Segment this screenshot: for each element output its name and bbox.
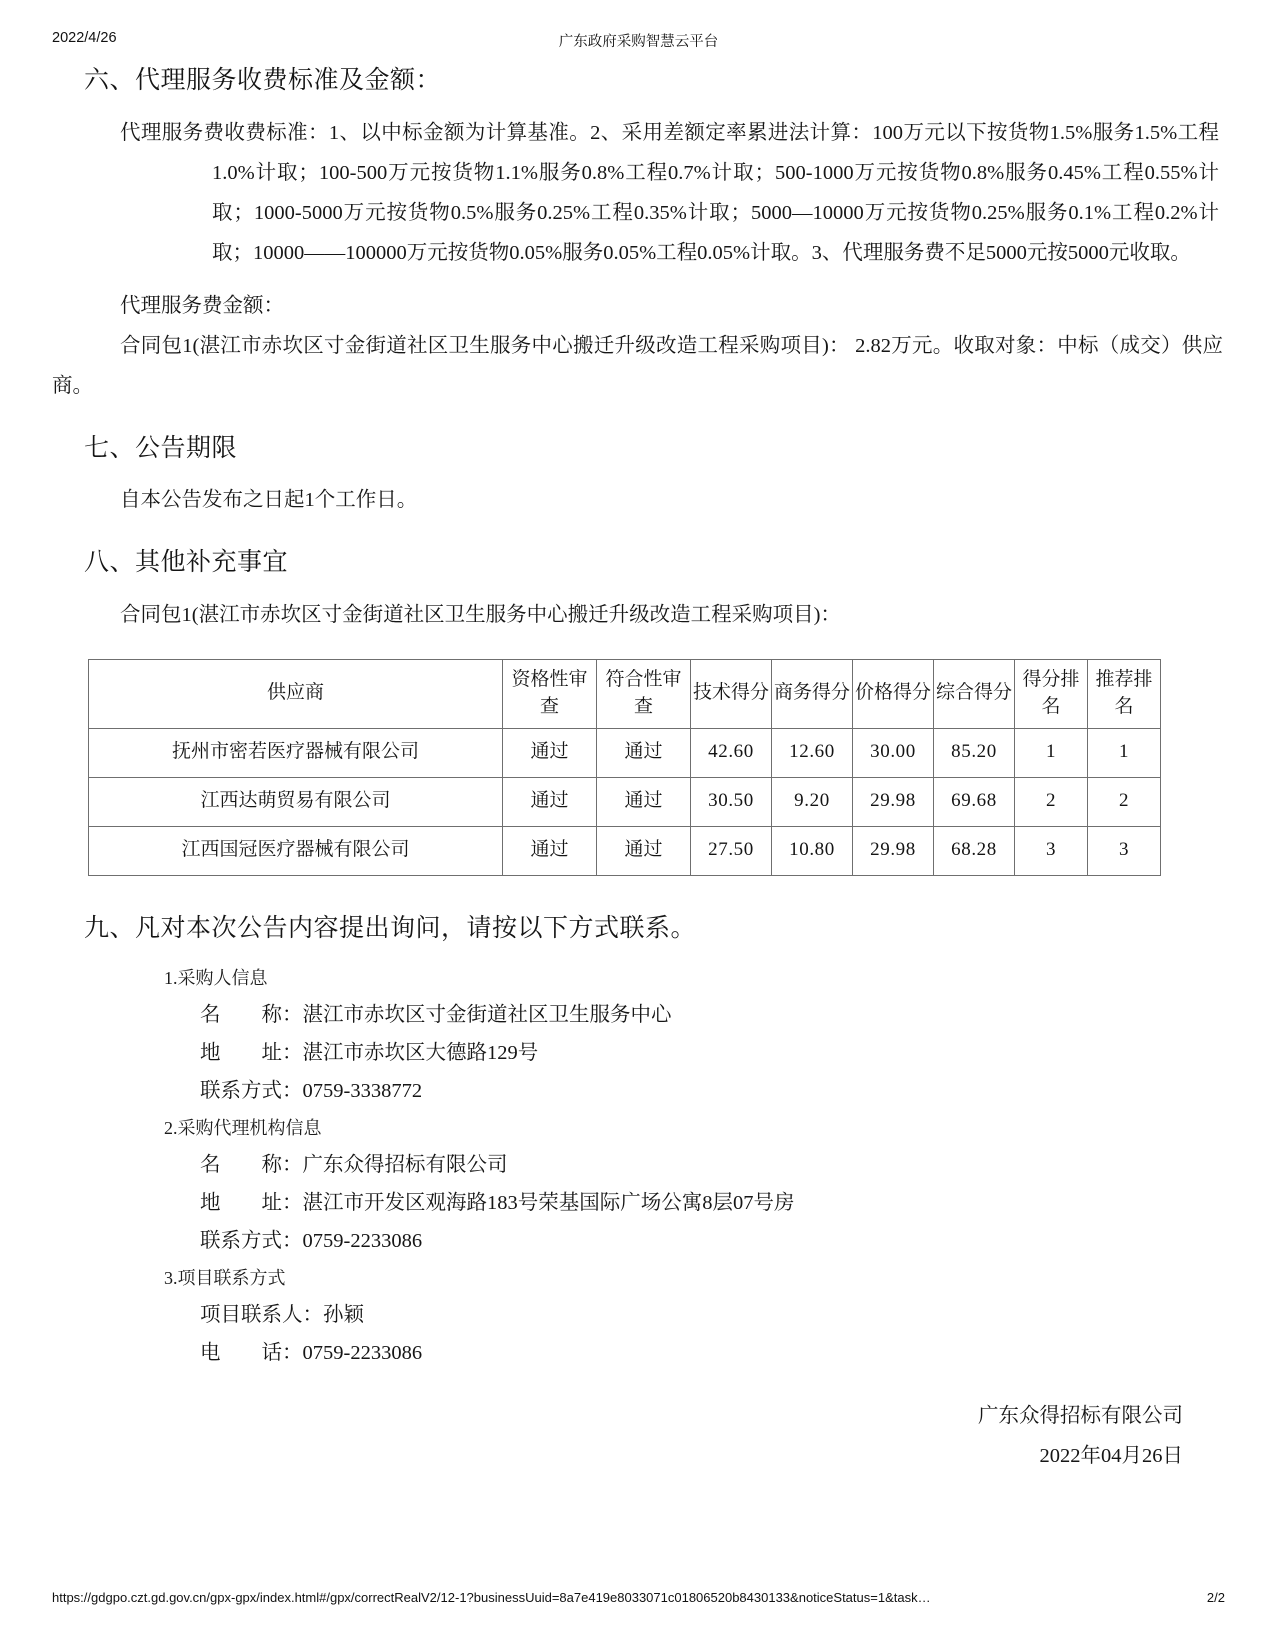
print-header [0, 30, 1277, 50]
th-total-score: 综合得分 [934, 659, 1015, 728]
project-contact-person-value: 孙颖 [323, 1304, 364, 1326]
purchaser-name-label: 名 称： [200, 1004, 303, 1026]
contact-group-title-project: 3.项目联系方式 [164, 1268, 286, 1288]
cell-price: 29.98 [853, 826, 934, 875]
section-heading-eight: 八、其他补充事宜 [84, 549, 289, 576]
signature-date: 2022年04月26日 [1039, 1445, 1183, 1467]
cell-qualification: 通过 [503, 826, 597, 875]
cell-business: 10.80 [772, 826, 853, 875]
project-contact-person-row [52, 1296, 1225, 1334]
agency-fee-amount-detail: 合同包1(湛江市赤坎区寸金街道社区卫生服务中心搬迁升级改造工程采购项目)： 2.82万元。收取对象：中标（成交）供应商。 [52, 334, 1223, 397]
purchaser-phone-value: 0759-3338772 [302, 1080, 423, 1102]
print-footer-page-number: 2/2 [1206, 1590, 1225, 1605]
signature-organization: 广东众得招标有限公司 [978, 1405, 1183, 1427]
agency-phone-label: 联系方式： [200, 1230, 303, 1252]
cell-recommend-rank: 1 [1088, 728, 1161, 777]
purchaser-address-row [52, 1034, 1225, 1072]
cell-total: 69.68 [934, 777, 1015, 826]
agency-address-row [52, 1184, 1225, 1222]
table-header-row [89, 659, 1161, 728]
th-technical-score: 技术得分 [691, 659, 772, 728]
scoring-table-body [89, 728, 1161, 875]
cell-technical: 27.50 [691, 826, 772, 875]
cell-business: 12.60 [772, 728, 853, 777]
table-row [89, 826, 1161, 875]
scoring-table-head [89, 659, 1161, 728]
supplier-scoring-table [88, 659, 1161, 876]
agency-name-row [52, 1146, 1225, 1184]
purchaser-phone-label: 联系方式： [200, 1080, 303, 1102]
cell-total: 85.20 [934, 728, 1015, 777]
document-body [52, 62, 1225, 1476]
th-recommend-rank: 推荐排名 [1088, 659, 1161, 728]
agency-name-value: 广东众得招标有限公司 [302, 1154, 508, 1176]
agency-phone-value: 0759-2233086 [302, 1230, 423, 1252]
purchaser-name-row [52, 996, 1225, 1034]
cell-recommend-rank: 2 [1088, 777, 1161, 826]
cell-qualification: 通过 [503, 777, 597, 826]
cell-technical: 30.50 [691, 777, 772, 826]
purchaser-phone-row [52, 1072, 1225, 1110]
print-header-date: 2022/4/26 [52, 30, 117, 46]
agency-phone-row [52, 1222, 1225, 1260]
cell-total: 68.28 [934, 826, 1015, 875]
project-contact-phone-label: 电 话： [200, 1342, 303, 1364]
cell-supplier: 江西达萌贸易有限公司 [89, 777, 503, 826]
announcement-period-text: 自本公告发布之日起1个工作日。 [120, 489, 418, 511]
section-heading-seven: 七、公告期限 [84, 434, 238, 462]
project-contact-phone-value: 0759-2233086 [302, 1342, 423, 1364]
purchaser-name-value: 湛江市赤坎区寸金街道社区卫生服务中心 [302, 1004, 672, 1026]
signature-block [52, 1396, 1225, 1476]
cell-price: 30.00 [853, 728, 934, 777]
purchaser-address-value: 湛江市赤坎区大德路129号 [302, 1042, 539, 1064]
print-header-platform-title: 广东政府采购智慧云平台 [558, 34, 719, 50]
th-price-score: 价格得分 [853, 659, 934, 728]
purchaser-address-label: 地 址： [200, 1042, 303, 1064]
agency-fee-amount-label: 代理服务费金额： [120, 294, 284, 317]
cell-business: 9.20 [772, 777, 853, 826]
contract-package-label: 合同包1(湛江市赤坎区寸金街道社区卫生服务中心搬迁升级改造工程采购项目)： [120, 603, 841, 626]
agency-address-label: 地 址： [200, 1192, 303, 1214]
cell-compliance: 通过 [597, 777, 691, 826]
cell-qualification: 通过 [503, 728, 597, 777]
th-supplier: 供应商 [89, 659, 503, 728]
cell-compliance: 通过 [597, 826, 691, 875]
print-footer-url: https://gdgpo.czt.gd.gov.cn/gpx-gpx/index.html#/gpx/correctRealV2/12-1?businessUuid=8a7e419e8033071c01806520b8430133&noticeStatus=1&task… [52, 1590, 931, 1605]
cell-supplier: 江西国冠医疗器械有限公司 [89, 826, 503, 875]
cell-score-rank: 2 [1015, 777, 1088, 826]
cell-price: 29.98 [853, 777, 934, 826]
scoring-table-wrapper [52, 659, 1225, 876]
section-heading-six: 六、代理服务收费标准及金额： [84, 67, 442, 94]
cell-compliance: 通过 [597, 728, 691, 777]
table-row [89, 777, 1161, 826]
table-row [89, 728, 1161, 777]
agency-fee-standard-text: 代理服务费收费标准：1、以中标金额为计算基准。2、采用差额定率累进法计算：100万元以下按货物1.5%服务1.5%工程1.0%计取；100-500万元按货物1.1%服务0.8%工程0.7%计取；500-1000万元按货物0.8%服务0.45%工程0.55%计取；1000-5000万元按货物0.5%服务0.25%工程0.35%计取；5000—10000万元按货物0.25%服务0.1%工程0.2%计取；10000——100000万元按货物0.05%服务0.05%工程0.05%计取。3、代理服务费不足5000元按5000元收取。 [120, 121, 1219, 264]
print-footer [0, 1590, 1277, 1610]
cell-score-rank: 3 [1015, 826, 1088, 875]
project-contact-person-label: 项目联系人： [200, 1304, 323, 1326]
agency-name-label: 名 称： [200, 1154, 303, 1176]
th-compliance-check: 符合性审查 [597, 659, 691, 728]
contact-group-title-agency: 2.采购代理机构信息 [164, 1118, 322, 1138]
cell-recommend-rank: 3 [1088, 826, 1161, 875]
cell-supplier: 抚州市密若医疗器械有限公司 [89, 728, 503, 777]
cell-technical: 42.60 [691, 728, 772, 777]
contact-group-title-purchaser: 1.采购人信息 [164, 968, 268, 988]
th-qualification-check: 资格性审查 [503, 659, 597, 728]
section-heading-nine: 九、凡对本次公告内容提出询问，请按以下方式联系。 [84, 914, 697, 942]
project-contact-phone-row [52, 1334, 1225, 1372]
agency-address-value: 湛江市开发区观海路183号荣基国际广场公寓8层07号房 [302, 1192, 795, 1214]
th-score-rank: 得分排名 [1015, 659, 1088, 728]
th-business-score: 商务得分 [772, 659, 853, 728]
cell-score-rank: 1 [1015, 728, 1088, 777]
